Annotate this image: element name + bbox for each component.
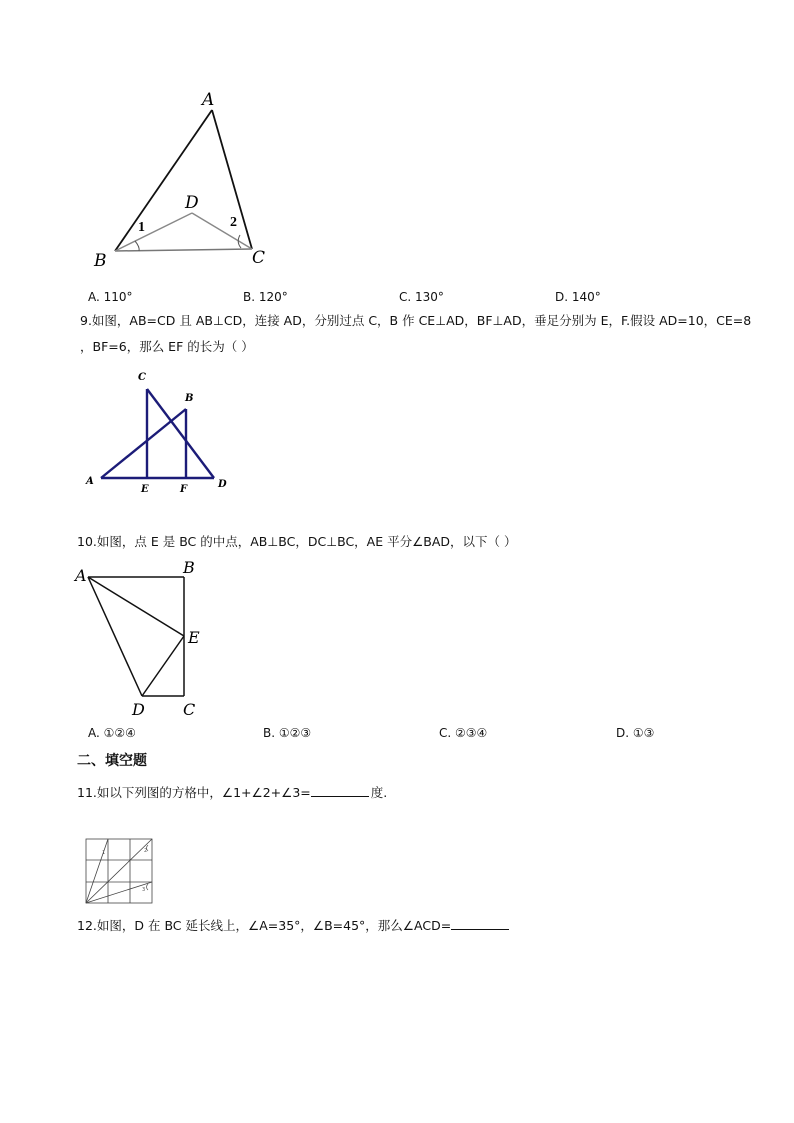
q8-option-b[interactable]: B. 120° bbox=[243, 290, 288, 304]
q10-label-c: C bbox=[183, 700, 196, 719]
q8-label-a: A bbox=[202, 90, 215, 110]
q10-label-b: B bbox=[183, 558, 195, 577]
q8-side-bc bbox=[115, 249, 252, 251]
q11-answer-blank[interactable] bbox=[311, 784, 369, 797]
q10-label-d: D bbox=[132, 700, 145, 719]
q11-grid-figure bbox=[84, 837, 156, 907]
q8-label-angle-2: 2 bbox=[230, 215, 237, 230]
q10-question-line1: 10.如图，点 E 是 BC 的中点，AB⊥BC，DC⊥BC，AE 平分∠BAD，以下（ ） bbox=[77, 534, 517, 549]
q8-label-c: C bbox=[252, 248, 266, 268]
q10-option-b[interactable]: B. ①②③ bbox=[263, 726, 312, 740]
q9-label-c: C bbox=[138, 372, 146, 383]
q8-option-d[interactable]: D. 140° bbox=[555, 290, 601, 304]
q9-figure bbox=[80, 365, 240, 500]
q12-text-before: 12.如图，D 在 BC 延长线上，∠A=35°，∠B=45°，那么∠ACD= bbox=[77, 918, 452, 933]
q10-option-c[interactable]: C. ②③④ bbox=[439, 726, 488, 740]
q9-label-e: E bbox=[141, 484, 149, 495]
q11-question bbox=[77, 784, 387, 801]
q9-label-f: F bbox=[180, 484, 188, 495]
q11-label-angle-1: 1 bbox=[102, 850, 106, 856]
q10-segment-ae bbox=[88, 577, 184, 636]
section-title: 二、填空题 bbox=[77, 753, 147, 769]
q9-label-a: A bbox=[86, 476, 94, 487]
q8-option-a[interactable]: A. 110° bbox=[88, 290, 133, 304]
q11-label-angle-2: 2 bbox=[144, 848, 148, 854]
q8-segment-bd bbox=[115, 213, 192, 251]
q9-label-b: B bbox=[185, 393, 194, 404]
q9-question-line1: 9.如图，AB=CD 且 AB⊥CD，连接 AD，分别过点 C，B 作 CE⊥AD，BF⊥AD，垂足分别为 E，F.假设 AD=10，CE=8 bbox=[80, 313, 752, 328]
q9-label-d: D bbox=[218, 479, 227, 490]
q11-text-before: 11.如以下列图的方格中，∠1+∠2+∠3= bbox=[77, 785, 311, 800]
q8-label-angle-1: 1 bbox=[138, 220, 145, 235]
q8-option-c[interactable]: C. 130° bbox=[399, 290, 444, 304]
q11-text-after: 度. bbox=[370, 785, 388, 800]
q12-answer-blank[interactable] bbox=[451, 917, 509, 930]
q9-question-line2: ，BF=6，那么 EF 的长为（ ） bbox=[80, 339, 254, 354]
q10-option-a[interactable]: A. ①②④ bbox=[88, 726, 136, 740]
q9-segment-ab bbox=[101, 409, 186, 478]
q8-angle-1-arc bbox=[135, 241, 139, 251]
q8-label-b: B bbox=[94, 251, 107, 271]
q11-ray-1 bbox=[86, 839, 108, 903]
q10-segment-ad bbox=[88, 577, 142, 696]
q12-question bbox=[77, 917, 509, 934]
q10-segment-de bbox=[142, 636, 184, 696]
q10-figure bbox=[70, 555, 220, 720]
q8-triangle-figure bbox=[80, 85, 300, 275]
q10-label-e: E bbox=[188, 628, 200, 647]
q11-angle-3-arc bbox=[147, 884, 149, 890]
q10-label-a: A bbox=[75, 566, 87, 585]
q11-ray-2 bbox=[86, 839, 152, 903]
q10-option-d[interactable]: D. ①③ bbox=[616, 726, 655, 740]
q8-label-d: D bbox=[185, 193, 199, 213]
q8-side-ab bbox=[115, 110, 212, 251]
q11-label-angle-3: 3 bbox=[142, 887, 146, 893]
